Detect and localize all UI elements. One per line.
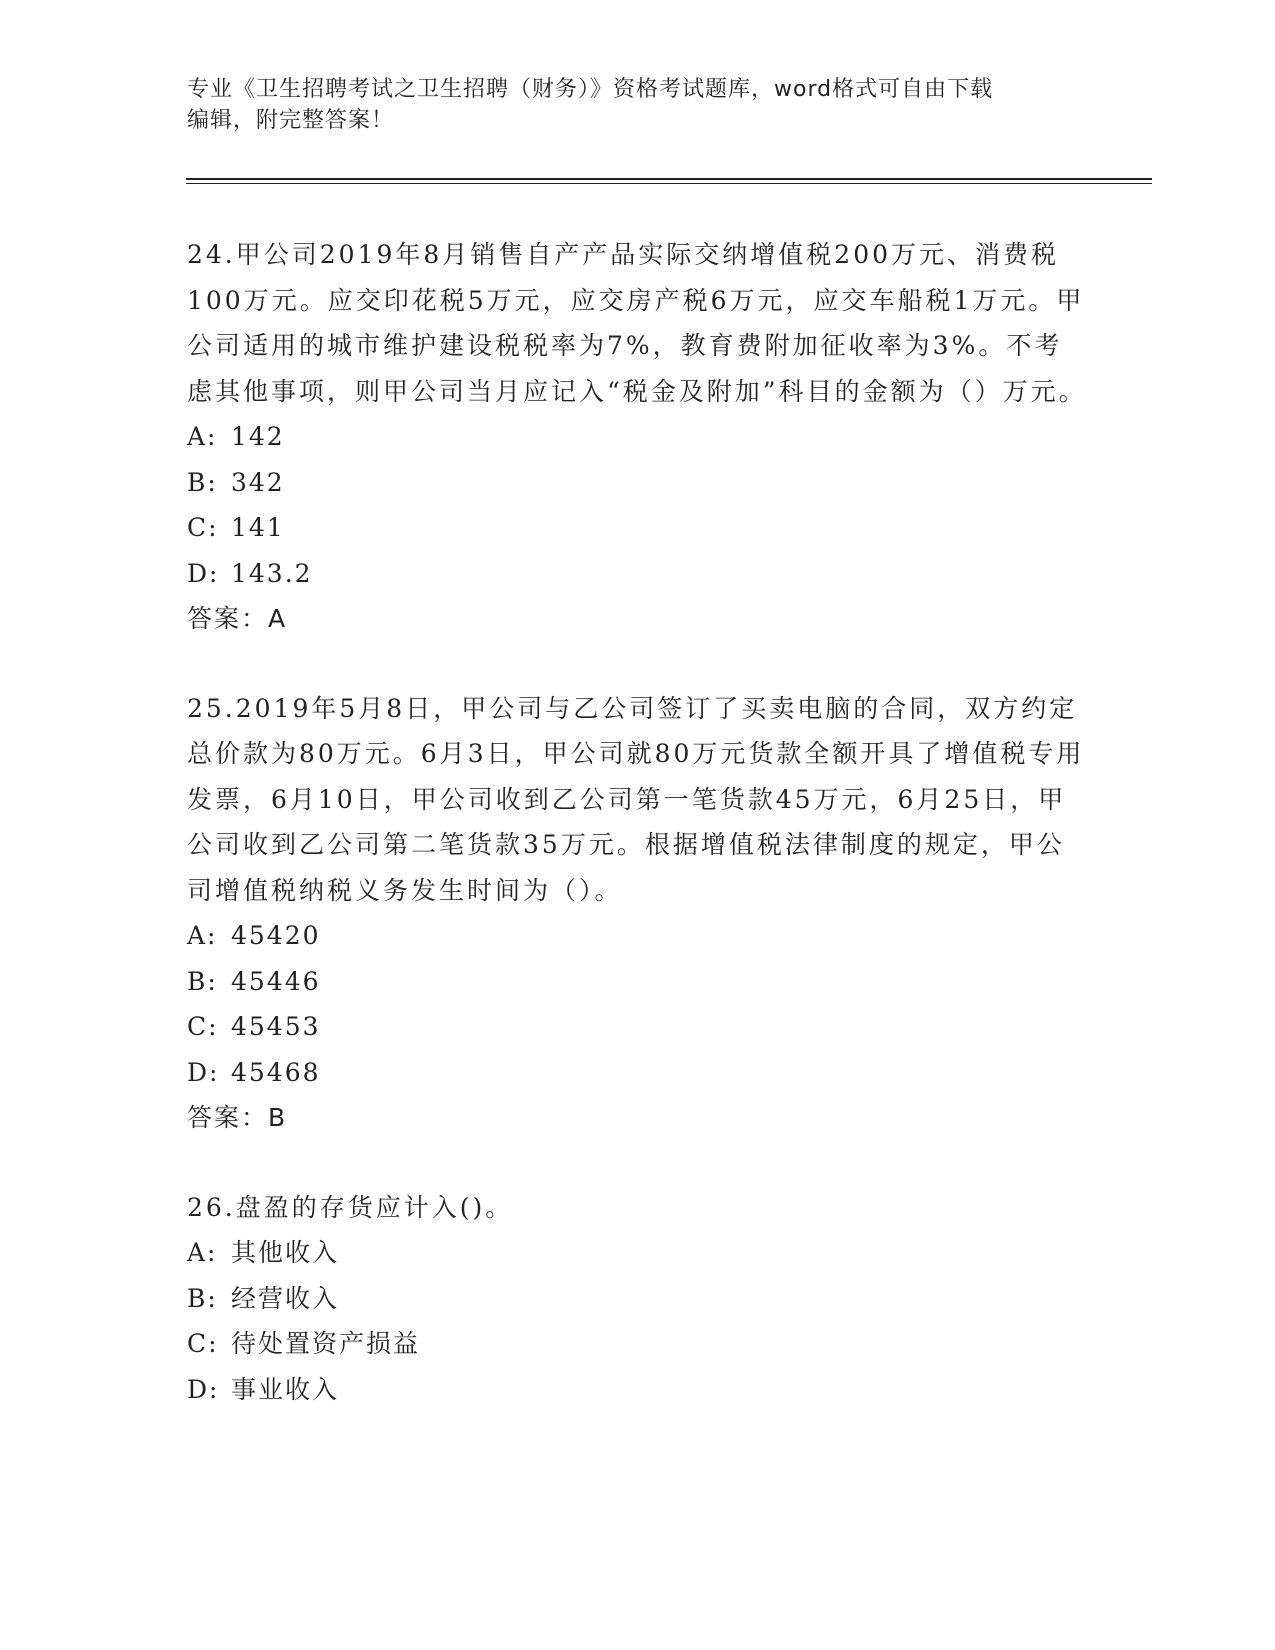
option-key: B: [187, 966, 218, 996]
option-text: 45453 [231, 1012, 321, 1041]
option-text: 其他收入 [231, 1238, 340, 1267]
option-d [187, 1050, 1087, 1096]
document-header [187, 74, 1087, 136]
option-text: 事业收入 [231, 1374, 340, 1404]
option-key: D: [187, 1374, 220, 1404]
question-list [187, 232, 1087, 1412]
option-text: 45420 [231, 921, 321, 950]
question-26 [187, 1185, 1087, 1413]
header-line-1: 专业《卫生招聘考试之卫生招聘（财务）》资格考试题库，word格式可自由下载 [187, 77, 994, 102]
question-stem: 26.盘盈的存货应计入()。 [187, 1192, 514, 1222]
option-text: 143.2 [231, 558, 313, 588]
option-key: D: [187, 1057, 220, 1087]
option-key: A: [187, 1238, 218, 1267]
header-divider-thick [186, 178, 1152, 180]
option-c [187, 1004, 1087, 1050]
option-text: 45446 [231, 966, 321, 996]
option-a [187, 1230, 1087, 1276]
option-text: 342 [231, 467, 285, 497]
question-stem: 24.甲公司2019年8月销售自产产品实际交纳增值税200万元、消费税100万元。应交印花税5万元，应交房产税6万元，应交车船税1万元。甲公司适用的城市维护建设税税率为7%，教育费附加征收率为3%。不考虑其他事项，则甲公司当月应记入“税金及附加”科目的金额为（）万元。 [187, 240, 1087, 406]
answer-label: 答案：A [187, 604, 288, 633]
option-b [187, 1276, 1087, 1322]
option-key: A: [187, 921, 218, 950]
option-a [187, 414, 1087, 460]
option-b [187, 460, 1087, 506]
question-stem: 25.2019年5月8日，甲公司与乙公司签订了买卖电脑的合同，双方约定总价款为80万元。6月3日，甲公司就80万元货款全额开具了增值税专用发票，6月10日，甲公司收到乙公司第一笔货款45万元，6月25日，甲公司收到乙公司第二笔货款35万元。根据增值税法律制度的规定，甲公司增值税纳税义务发生时间为（）。 [187, 693, 1085, 905]
option-key: C: [187, 513, 219, 542]
header-line-2: 编辑，附完整答案！ [187, 108, 395, 133]
option-key: D: [187, 558, 220, 588]
option-d [187, 551, 1087, 597]
option-c [187, 1321, 1087, 1367]
option-c [187, 505, 1087, 551]
answer-label: 答案：B [187, 1103, 288, 1132]
option-key: B: [187, 467, 218, 497]
option-key: C: [187, 1329, 219, 1358]
question-25 [187, 686, 1087, 1141]
option-text: 45468 [231, 1057, 321, 1087]
option-text: 待处置资产损益 [231, 1329, 421, 1358]
option-key: C: [187, 1012, 219, 1041]
option-text: 经营收入 [231, 1283, 340, 1313]
option-text: 142 [231, 422, 285, 451]
option-key: B: [187, 1283, 218, 1313]
option-a [187, 913, 1087, 959]
option-text: 141 [231, 513, 285, 542]
header-divider-thin [186, 183, 1152, 184]
option-d [187, 1367, 1087, 1413]
question-24 [187, 232, 1087, 642]
option-key: A: [187, 422, 218, 451]
option-b [187, 959, 1087, 1005]
